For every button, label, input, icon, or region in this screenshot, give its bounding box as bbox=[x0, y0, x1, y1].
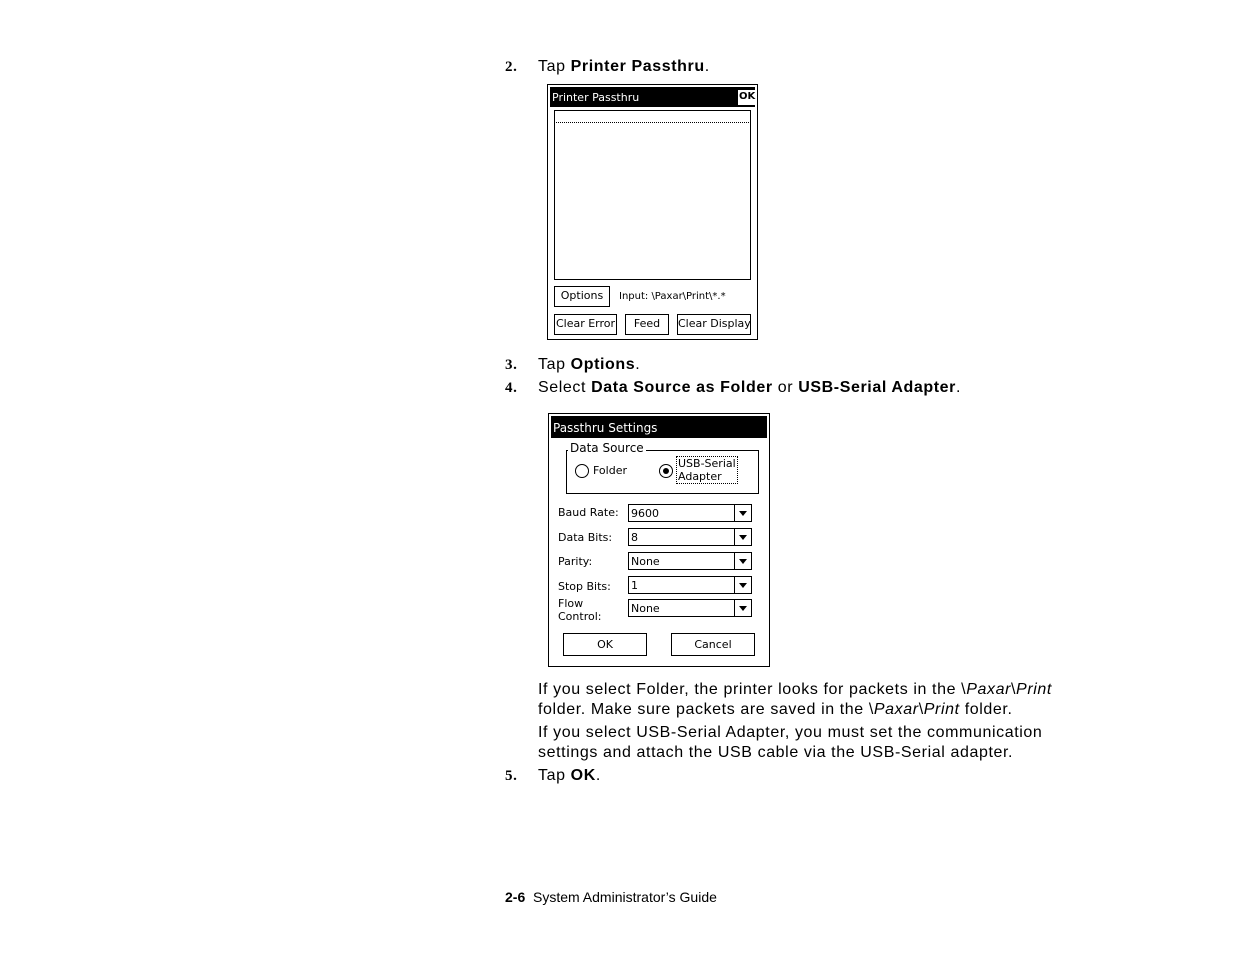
step-text-bold: Data Source as Folder bbox=[591, 379, 773, 396]
path-text: \ bbox=[1011, 681, 1017, 698]
parity-label: Parity: bbox=[558, 555, 593, 568]
dialog-titlebar bbox=[551, 416, 767, 438]
path-text: \ bbox=[918, 701, 924, 718]
clear-error-button[interactable]: Clear Error bbox=[554, 314, 617, 335]
output-list[interactable] bbox=[554, 110, 751, 280]
chevron-down-icon[interactable] bbox=[734, 529, 751, 545]
parity-value: None bbox=[631, 555, 660, 568]
paragraph-line bbox=[538, 680, 1052, 700]
text: folder. Make sure packets are saved in the bbox=[538, 701, 869, 718]
stop-bits-label: Stop Bits: bbox=[558, 580, 611, 593]
step-number: 3. bbox=[505, 357, 518, 373]
step-text-plain: . bbox=[704, 58, 710, 75]
usb-serial-radio-label[interactable] bbox=[676, 456, 738, 484]
flow-control-select[interactable] bbox=[628, 599, 752, 617]
document-title: System Administrator’s Guide bbox=[533, 889, 717, 905]
step-text-bold: OK bbox=[570, 767, 596, 784]
page-number: 2-6 bbox=[505, 889, 526, 905]
radio-label-line: USB-Serial bbox=[678, 457, 736, 470]
usb-serial-radio[interactable] bbox=[659, 464, 673, 478]
step-number: 4. bbox=[505, 380, 518, 396]
path-text-italic: Paxar bbox=[966, 681, 1011, 698]
page-footer bbox=[505, 889, 717, 905]
input-path-label: Input: \Paxar\Print\*.* bbox=[619, 291, 726, 302]
paragraph-line: settings and attach the USB cable via the USB-Serial adapter. bbox=[538, 744, 1014, 761]
step-text-plain: . bbox=[635, 356, 641, 373]
text: folder. bbox=[959, 701, 1013, 718]
baud-rate-label: Baud Rate: bbox=[558, 506, 619, 519]
chevron-down-icon[interactable] bbox=[734, 600, 751, 616]
radio-label-line: Adapter bbox=[678, 470, 722, 483]
step-text bbox=[538, 767, 601, 785]
data-bits-value: 8 bbox=[631, 531, 638, 544]
dialog-titlebar bbox=[550, 87, 755, 107]
step-number: 5. bbox=[505, 768, 518, 784]
parity-select[interactable] bbox=[628, 552, 752, 570]
data-bits-label: Data Bits: bbox=[558, 531, 613, 544]
ok-button[interactable]: OK bbox=[738, 90, 755, 105]
step-text bbox=[538, 58, 710, 76]
usb-serial-explanation bbox=[538, 723, 1042, 763]
step-text-plain: . bbox=[956, 379, 962, 396]
clear-display-button[interactable]: Clear Display bbox=[677, 314, 751, 335]
chevron-down-icon[interactable] bbox=[734, 577, 751, 593]
folder-radio-label[interactable]: Folder bbox=[593, 464, 627, 477]
step-text-plain: Tap bbox=[538, 356, 571, 373]
chevron-down-icon[interactable] bbox=[734, 553, 751, 569]
step-text-bold: Printer Passthru bbox=[570, 58, 705, 75]
step-text-plain: Select bbox=[538, 379, 592, 396]
folder-explanation bbox=[538, 680, 1052, 720]
baud-rate-value: 9600 bbox=[631, 507, 659, 520]
feed-button[interactable]: Feed bbox=[625, 314, 669, 335]
path-text-italic: Paxar bbox=[873, 701, 919, 718]
folder-radio[interactable] bbox=[575, 464, 589, 478]
step-text-plain: Tap bbox=[538, 58, 571, 75]
stop-bits-select[interactable] bbox=[628, 576, 752, 594]
step-text-plain: . bbox=[595, 767, 601, 784]
path-text-italic: Print bbox=[923, 701, 960, 718]
flow-control-value: None bbox=[631, 602, 660, 615]
list-row-divider bbox=[556, 122, 749, 123]
step-text-plain: or bbox=[772, 379, 799, 396]
data-source-group-title: Data Source bbox=[570, 441, 644, 455]
options-button[interactable]: Options bbox=[554, 286, 610, 307]
dialog-title: Passthru Settings bbox=[553, 421, 658, 435]
stop-bits-value: 1 bbox=[631, 579, 638, 592]
step-text-bold: Options bbox=[570, 356, 636, 373]
label-line: Control: bbox=[558, 610, 602, 623]
passthru-settings-dialog bbox=[548, 413, 770, 667]
step-text-plain: Tap bbox=[538, 767, 571, 784]
paragraph-line: If you select USB-Serial Adapter, you must set the communication bbox=[538, 724, 1043, 741]
chevron-down-icon[interactable] bbox=[734, 505, 751, 521]
step-text bbox=[538, 379, 961, 397]
paragraph-line bbox=[538, 700, 1052, 720]
cancel-button[interactable]: Cancel bbox=[671, 633, 755, 656]
baud-rate-select[interactable] bbox=[628, 504, 752, 522]
path-text: \ bbox=[868, 701, 874, 718]
path-text-italic: Print bbox=[1016, 681, 1052, 698]
printer-passthru-dialog bbox=[547, 84, 758, 340]
flow-control-label bbox=[558, 597, 601, 623]
step-text bbox=[538, 356, 640, 374]
step-number: 2. bbox=[505, 59, 518, 75]
ok-button[interactable]: OK bbox=[563, 633, 647, 656]
data-bits-select[interactable] bbox=[628, 528, 752, 546]
label-line: Flow bbox=[558, 597, 584, 610]
step-text-bold: USB-Serial Adapter bbox=[798, 379, 957, 396]
dialog-title: Printer Passthru bbox=[552, 91, 640, 104]
text: If you select Folder, the printer looks for packets in the bbox=[538, 681, 962, 698]
path-text: \ bbox=[961, 681, 967, 698]
